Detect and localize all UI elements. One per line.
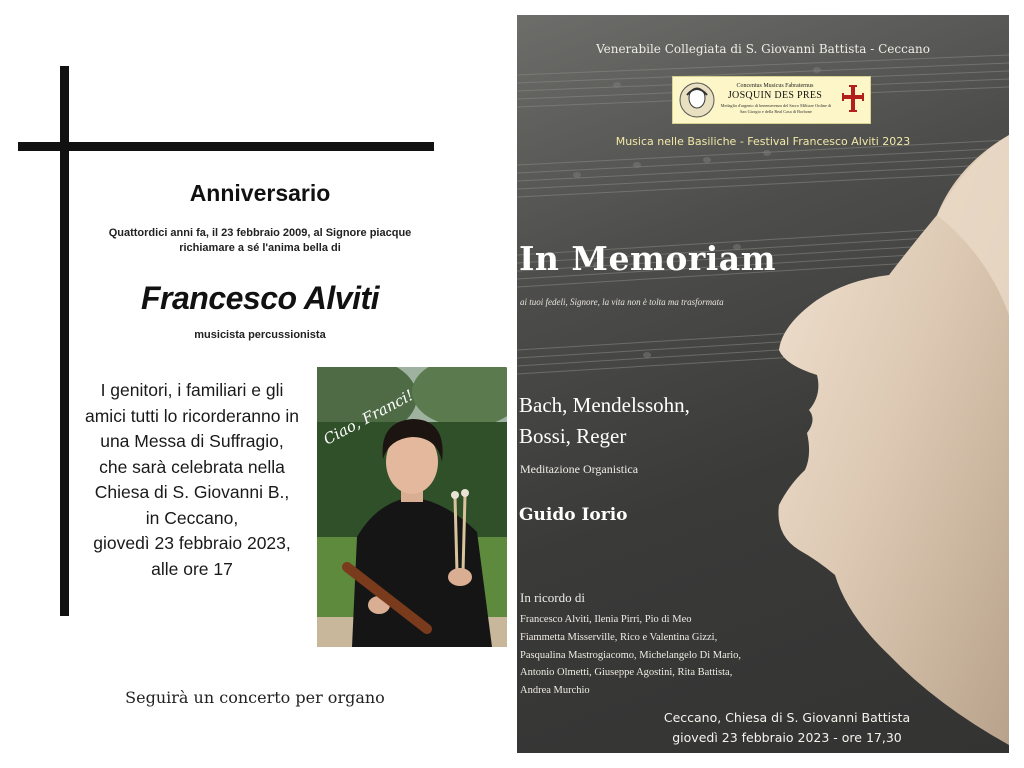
memorial-names-line: Francesco Alviti, Ilenia Pirri, Pio di Meo [520,614,692,625]
footer-datetime: giovedì 23 febbraio 2023 - ore 17,30 [672,730,902,745]
deceased-role: musicista percussionista [194,329,326,341]
footer-location: Ceccano, Chiesa di S. Giovanni Battista [663,710,911,725]
program-type: Meditazione Organistica [520,462,639,476]
logo-honor-text: Medaglia d'argento di benemerenza del Sacro Militare Ordine di San Giorgio e della Real Casa di Borbone [720,103,832,114]
composers [519,390,690,452]
memorial-names-line: Fiammetta Misserville, Rico e Valentina Gizzi, [520,631,718,643]
concert-note: Seguirà un concerto per organo [125,688,385,707]
performer-name: Guido Iorio [519,505,628,525]
poster-venue: Venerabile Collegiata di S. Giovanni Battista - Ceccano [596,42,930,56]
announcement-line: alle ore 17 [151,558,233,579]
composers-line: Bossi, Reger [519,424,627,448]
composers-line: Bach, Mendelssohn, [519,393,690,417]
mass-announcement [78,378,306,582]
announcement-line: una Messa di Suffragio, [100,431,284,451]
memorial-names [520,611,741,700]
composer-portrait-icon [677,81,717,119]
announcement-line: che sarà celebrata nella [99,456,285,477]
festival-name: Musica nelle Basiliche - Festival Francesco Alviti 2023 [615,135,911,148]
memorial-label: In ricordo di [520,590,585,605]
memorial-names-line: Antonio Olmetti, Giuseppe Agostini, Rita Battista, [520,667,733,679]
announcement-line: Chiesa di S. Giovanni B., [94,482,290,502]
ensemble-logo [672,76,871,124]
announcement-line: in Ceccano, [145,507,239,528]
logo-subtitle: Concentus Musicus Fabraternus [736,83,814,89]
concert-poster [517,15,1009,753]
poster-title: In Memoriam [519,239,777,278]
photo-autograph: Ciao, Franci! [320,386,417,449]
poster-quote: ai tuoi fedeli, Signore, la vita non è tolta ma trasformata [520,297,724,307]
deceased-name: Francesco Alviti [140,280,379,316]
memorial-names-line: Pasqualina Mastrogiacomo, Michelangelo Di Mario, [520,649,742,661]
announcement-line: I genitori, i familiari e gli [100,380,284,400]
notice-title: Anniversario [189,180,331,206]
notice-intro: Quattordici anni fa, il 23 febbraio 2009, al Signore piacque richiamare a sé l'anima bella di [108,227,412,254]
musician-photo [317,367,507,647]
announcement-line: amici tutti lo ricorderanno in [85,405,299,426]
announcement-line: giovedì 23 febbraio 2023, [93,533,291,553]
poster-footer [517,708,1009,748]
memorial-names-line: Andrea Murchio [520,685,590,697]
cross-emblem-icon [841,84,865,114]
cross-horizontal-bar [18,142,434,151]
logo-title: JOSQUIN DES PRES [727,90,823,101]
